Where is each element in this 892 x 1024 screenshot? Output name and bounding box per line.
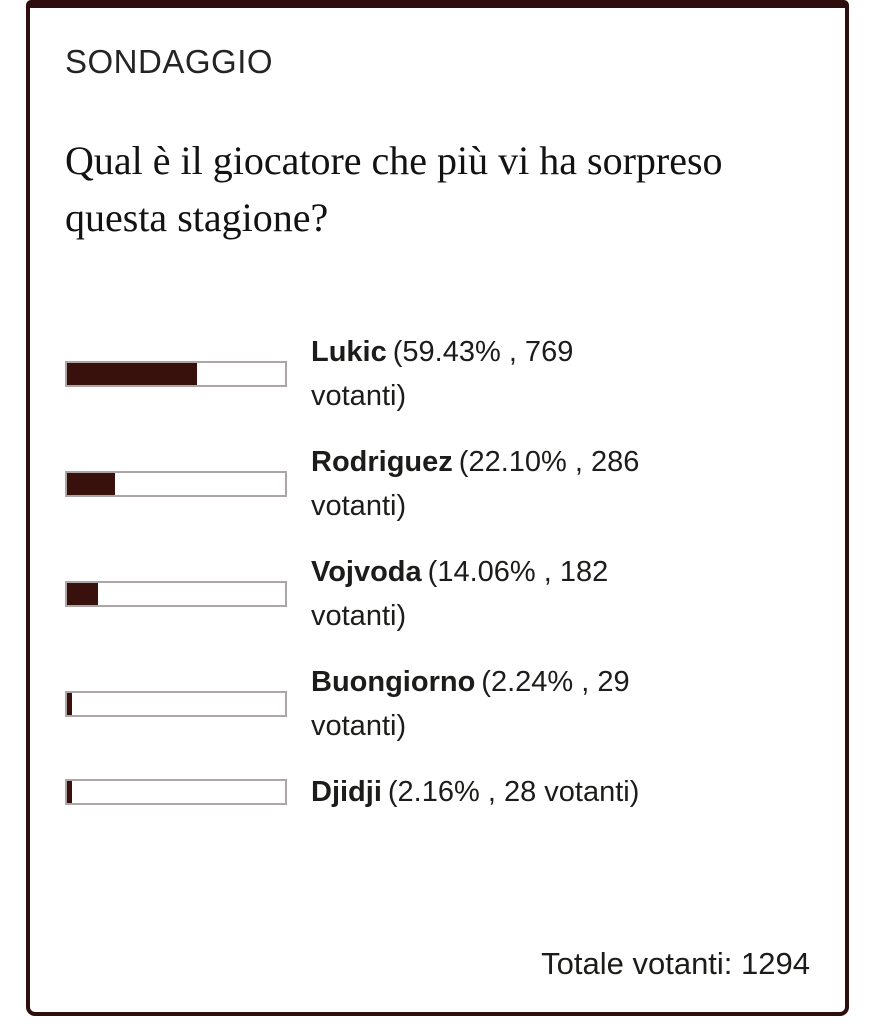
poll-results-list: [65, 330, 810, 836]
option-name: Djidji: [311, 776, 382, 808]
result-bar: [65, 779, 287, 805]
poll-result-row: [65, 550, 810, 638]
poll-kicker: SONDAGGIO: [65, 43, 274, 80]
option-result: (22.10% , 286 votanti): [311, 446, 640, 522]
poll-result-row: [65, 660, 810, 748]
result-label: [311, 550, 676, 638]
result-bar-fill: [67, 583, 98, 605]
result-label: [311, 660, 676, 748]
result-bar: [65, 361, 287, 387]
result-bar-fill: [67, 781, 72, 803]
option-name: Buongiorno: [311, 666, 476, 698]
result-label: [311, 440, 676, 528]
option-result: (59.43% , 769 votanti): [311, 336, 574, 412]
result-bar: [65, 471, 287, 497]
option-result: (2.16% , 28 votanti): [387, 776, 640, 808]
poll-question: Qual è il giocatore che più vi ha sorpreso questa stagione?: [65, 138, 723, 240]
result-label: [311, 770, 676, 814]
total-votes: Totale votanti: 1294: [541, 946, 810, 981]
option-result: (14.06% , 182 votanti): [311, 556, 609, 632]
result-bar: [65, 581, 287, 607]
poll-result-row: [65, 440, 810, 528]
option-name: Rodriguez: [311, 446, 453, 478]
poll-result-row: [65, 770, 810, 814]
option-name: Vojvoda: [311, 556, 422, 588]
result-bar: [65, 691, 287, 717]
result-label: [311, 330, 676, 418]
result-bar-fill: [67, 473, 115, 495]
poll-card: [26, 0, 849, 1016]
option-result: (2.24% , 29 votanti): [311, 666, 630, 742]
poll-result-row: [65, 330, 810, 418]
result-bar-fill: [67, 363, 197, 385]
result-bar-fill: [67, 693, 72, 715]
option-name: Lukic: [311, 336, 387, 368]
